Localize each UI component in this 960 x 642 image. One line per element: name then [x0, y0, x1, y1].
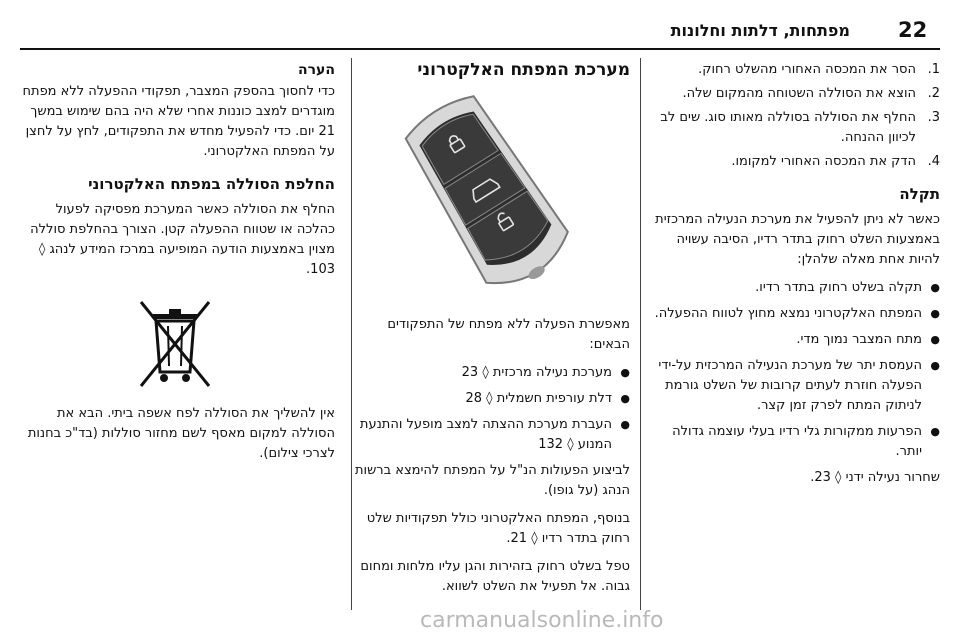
list-item — [650, 278, 940, 298]
list-item — [650, 108, 940, 148]
cross-reference: שחרור נעילה ידני ◊ 23. — [810, 470, 940, 485]
watermark: carmanualsonline.info — [420, 608, 664, 633]
list-item — [650, 330, 940, 350]
list-item — [350, 415, 630, 455]
section-heading: מערכת המפתח האלקטרוני — [417, 60, 630, 80]
list-item — [350, 389, 630, 409]
middle-column — [350, 60, 630, 605]
page-number: 22 — [898, 18, 928, 42]
bullet-icon: ● — [620, 366, 630, 379]
step-text: הדק את המכסה האחורי למקומו. — [731, 154, 916, 169]
list-item — [650, 84, 940, 104]
body-paragraph: אין להשליך את הסוללה לפח אשפה ביתי. הבא את הסוללה למקום מאסף לשם מחזור סוללות (בד"כ בחנות לצרכי צילום). — [27, 406, 335, 461]
note-heading: הערה — [298, 62, 335, 78]
bullet-text: תקלה בשלט רחוק בתדר רדיו. — [755, 280, 922, 295]
step-number: 4. — [927, 154, 940, 169]
fault-heading: תקלה — [899, 185, 940, 203]
list-item — [650, 152, 940, 172]
note-text: כדי לחסוך בהספק המצבר, תפקודי ההפעלה ללא מפתח מוגדרים למצב כוננות אחרי שלא היה בהם שימוש במשך 21 יום. כדי להפעיל מחדש את התפקודים, לחץ על לחצן על המפתח האלקטרוני. — [22, 84, 335, 159]
bullet-text: העמסת יתר של מערכת הנעילה המרכזית על-ידי הפעלה חוזרת לעתים קרובות של השלט גורמת לניתוק המתח לפרק זמן קצר. — [658, 358, 922, 413]
features-list — [350, 363, 630, 455]
list-item — [650, 356, 940, 416]
intro-text: מאפשרת הפעלה ללא מפתח של התפקודים הבאים: — [387, 317, 630, 352]
bullet-icon: ● — [930, 359, 940, 372]
bullet-text: הפרעות ממקורות גלי רדיו בעלי עוצמה גדולה יותר. — [672, 424, 922, 459]
bullet-icon: ● — [930, 333, 940, 346]
bullet-icon: ● — [930, 425, 940, 438]
step-number: 2. — [927, 86, 940, 101]
header-divider — [20, 48, 940, 50]
bullet-icon: ● — [620, 392, 630, 405]
bullet-icon: ● — [930, 281, 940, 294]
bullet-text: דלת עורפית חשמלית ◊ 28 — [465, 391, 612, 406]
list-item — [350, 363, 630, 383]
body-paragraph: בנוסף, המפתח האלקטרוני כולל תפקודיות שלט רחוק בתדר רדיו ◊ 21. — [366, 511, 630, 546]
list-item — [650, 304, 940, 324]
list-item — [650, 422, 940, 462]
bullet-text: המפתח האלקטרוני נמצא מחוץ לטווח ההפעלה. — [654, 306, 922, 321]
bullet-text: מערכת נעילה מרכזית ◊ 23 — [461, 365, 612, 380]
bullet-text: מתח המצבר נמוך מדי. — [796, 332, 922, 347]
body-paragraph: טפל בשלט רחוק בזהירות והגן עליו מלחות ומחום גבוה. אל תפעיל את השלט לשווא. — [360, 559, 630, 594]
crossed-out-bin-icon — [135, 296, 215, 392]
body-paragraph: לביצוע הפעולות הנ"ל על המפתח להימצא ברשות הנהג (על גופו). — [354, 463, 630, 498]
step-text: הוצא את הסוללה השטוחה מהמקום שלה. — [682, 86, 916, 101]
bullet-icon: ● — [930, 307, 940, 320]
column-divider — [640, 58, 641, 610]
step-text: הסר את המכסה האחורי מהשלט רחוק. — [698, 62, 916, 77]
body-paragraph: החלף את הסוללה כאשר המערכת מפסיקה לפעול כהלכה או שטווח ההפעלה קטן. הצורך בהחלפת סוללה מצוין באמצעות הודעה המופיעה במרכז המידע לנהג ◊ 103. — [30, 202, 335, 277]
bullet-icon: ● — [620, 418, 630, 431]
step-text: החלף את הסוללה בסוללה מאותו סוג. שים לב לכיוון ההנחה. — [660, 110, 916, 145]
step-number: 3. — [927, 110, 940, 125]
page-title: מפתחות, דלתות וחלונות — [670, 21, 850, 40]
fault-list — [650, 278, 940, 462]
fault-intro: כאשר לא ניתן להפעיל את מערכת הנעילה המרכזית באמצעות השלט רחוק בתדר רדיו, הסיבה עשויה להיות אחת מאלה שלהלן: — [655, 212, 940, 267]
left-column — [15, 60, 335, 472]
bullet-text: העברת מערכת ההצתה למצב מופעל והתנעת המנוע ◊ 132 — [359, 417, 612, 452]
section-heading: החלפת הסוללה במפתח האלקטרוני — [88, 175, 335, 193]
step-number: 1. — [927, 62, 940, 77]
right-column — [650, 60, 940, 496]
battery-steps-list — [650, 60, 940, 172]
electronic-key-image — [375, 88, 605, 303]
list-item — [650, 60, 940, 80]
